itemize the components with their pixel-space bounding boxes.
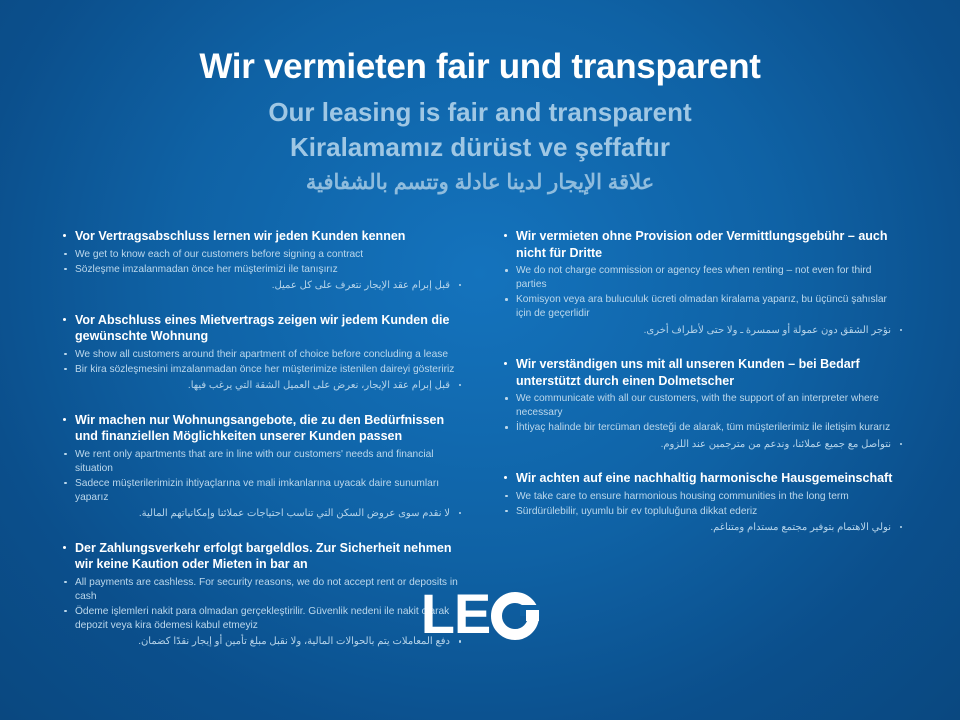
list-item: [503, 356, 904, 451]
list-item: [503, 228, 904, 337]
list-item: [62, 412, 463, 521]
bullet-icon: [63, 418, 66, 421]
bullet-icon: [504, 234, 507, 237]
item-title: [62, 312, 463, 345]
item-line-arabic-text: نتواصل مع جميع عملائنا، وندعم من مترجمين عند اللزوم.: [660, 438, 891, 450]
item-line: [62, 448, 463, 476]
item-title: [503, 356, 904, 389]
bullet-icon: [64, 453, 67, 456]
bullet-icon: [504, 476, 507, 479]
bullet-icon: [64, 482, 67, 485]
bullet-icon: [64, 353, 67, 356]
item-title-text: Vor Vertragsabschluss lernen wir jeden Kunden kennen: [75, 229, 406, 244]
item-line: [62, 363, 463, 377]
item-title: [62, 412, 463, 445]
item-title: [62, 228, 463, 245]
item-line-text: Ödeme işlemleri nakit para olmadan gerçekleştirilir. Güvenlik nedeni ile nakit olarak depozit veya kira ödemesi kabul etmeyiz: [75, 605, 450, 631]
item-line-text: We get to know each of our customers before signing a contract: [75, 248, 364, 260]
bullet-icon: [900, 526, 903, 529]
bullet-icon: [505, 426, 508, 429]
item-line-arabic-text: نؤجر الشقق دون عمولة أو سمسرة ـ ولا حتى لأطراف أخرى.: [643, 324, 891, 336]
item-line-arabic-text: لا نقدم سوى عروض السكن التي تناسب احتياجات عملائنا وإمكانياتهم المالية.: [138, 507, 450, 519]
item-line-arabic: [503, 438, 904, 452]
item-title-text: Der Zahlungsverkehr erfolgt bargeldlos. Zur Sicherheit nehmen wir keine Kaution oder Mieten in bar an: [75, 540, 452, 572]
item-line: [62, 263, 463, 277]
bullet-icon: [64, 581, 67, 584]
item-line-arabic-text: نولي الاهتمام بتوفير مجتمع مستدام ومتناغم.: [710, 521, 891, 533]
item-line-text: All payments are cashless. For security reasons, we do not accept rent or deposits in cash: [75, 576, 458, 602]
item-line-text: Sadece müşterilerimizin ihtiyaçlarına ve mali imkanlarına uyacak daire sunumları yaparız: [75, 477, 440, 503]
item-line-text: Sözleşme imzalanmadan önce her müşterimizi ile tanışırız: [75, 263, 338, 275]
bullet-icon: [63, 318, 66, 321]
heading-german: Wir vermieten fair und transparent: [199, 47, 761, 86]
item-line-text: We rent only apartments that are in line with our customers' needs and financial situation: [75, 448, 434, 474]
item-line: [62, 248, 463, 262]
bullet-icon: [459, 512, 462, 515]
heading-english: Our leasing is fair and transparent: [268, 96, 692, 127]
logo-area: [0, 582, 960, 645]
item-line: [503, 490, 904, 504]
item-title: [503, 470, 904, 487]
item-line: [503, 421, 904, 435]
item-line-arabic: [62, 379, 463, 393]
headings-block: [0, 0, 960, 196]
logo-text: LE: [420, 582, 491, 645]
heading-arabic: علاقة الإيجار لدينا عادلة وتتسم بالشفافية: [305, 170, 655, 194]
item-line: [503, 505, 904, 519]
bullet-icon: [505, 269, 508, 272]
bullet-icon: [505, 495, 508, 498]
item-line: [503, 264, 904, 292]
item-title-text: Wir vermieten ohne Provision oder Vermittlungsgebühr – auch nicht für Dritte: [516, 229, 888, 260]
bullet-icon: [505, 397, 508, 400]
item-line-arabic: [503, 521, 904, 535]
item-line-arabic-text: دفع المعاملات يتم بالحوالات المالية، ولا نقبل مبلغ تأمين أو إيجار نقدًا كضمان.: [138, 636, 450, 648]
list-item: [62, 228, 463, 292]
item-title-text: Vor Abschluss eines Mietvertrags zeigen wir jedem Kunden die gewünschte Wohnung: [75, 312, 450, 344]
item-line-text: We show all customers around their apartment of choice before concluding a lease: [75, 348, 448, 360]
heading-turkish: Kiralamamız dürüst ve şeffaftır: [289, 132, 670, 163]
item-title-text: Wir verständigen uns mit all unseren Kunden – bei Bedarf unterstützt durch einen Dolmetscher: [516, 357, 860, 388]
item-line-arabic: [62, 507, 463, 521]
bullet-icon: [900, 329, 903, 332]
bullet-icon: [505, 298, 508, 301]
bullet-icon: [64, 253, 67, 256]
item-title-text: Wir machen nur Wohnungsangebote, die zu den Bedürfnissen und finanziellen Möglichkeiten unserer Kunden passen: [75, 412, 445, 444]
list-item: [503, 470, 904, 534]
item-line: [62, 477, 463, 505]
item-line-text: We communicate with all our customers, with the support of an interpreter where necessary: [516, 393, 879, 419]
item-title-text: Wir achten auf eine nachhaltig harmonische Hausgemeinschaft: [516, 471, 893, 486]
item-line: [503, 392, 904, 420]
item-line: [503, 293, 904, 321]
item-line-arabic: [503, 324, 904, 338]
item-line-text: We do not charge commission or agency fees when renting – not even for third parties: [516, 265, 872, 291]
item-line-text: Bir kira sözleşmesini imzalanmadan önce her müşterimize istenilen daireyi gösteririz: [75, 363, 455, 375]
item-line-arabic-text: قبل إبرام عقد الإيجار، نعرض على العميل الشقة التي يرغب فيها.: [187, 379, 450, 391]
bullet-icon: [64, 368, 67, 371]
bullet-icon: [505, 510, 508, 513]
leg-logo: [420, 582, 540, 645]
item-line-text: We take care to ensure harmonious housing communities in the long term: [516, 490, 849, 502]
logo-g-icon: [491, 592, 539, 640]
bullet-icon: [459, 284, 462, 287]
list-item: [62, 312, 463, 393]
bullet-icon: [63, 546, 66, 549]
bullet-icon: [504, 362, 507, 365]
item-line: [62, 348, 463, 362]
logo-g-bar: [526, 610, 539, 621]
bullet-icon: [900, 443, 903, 446]
item-line-text: Sürdürülebilir, uyumlu bir ev topluluğuna dikkat ederiz: [516, 505, 758, 517]
item-line-arabic: [62, 279, 463, 293]
bullet-icon: [64, 268, 67, 271]
bullet-icon: [459, 384, 462, 387]
item-line-text: İhtiyaç halinde bir tercüman desteği de alarak, tüm müşterilerimiz ile iletişim kurarız: [516, 422, 891, 434]
bullet-icon: [63, 234, 66, 237]
item-line-text: Komisyon veya ara buluculuk ücreti olmadan kiralama yaparız, bu üçüncü şahıslar için de geçerlidir: [516, 294, 887, 320]
item-title: [503, 228, 904, 261]
item-line-arabic-text: قبل إبرام عقد الإيجار نتعرف على كل عميل.: [271, 279, 450, 291]
item-title: [62, 540, 463, 573]
